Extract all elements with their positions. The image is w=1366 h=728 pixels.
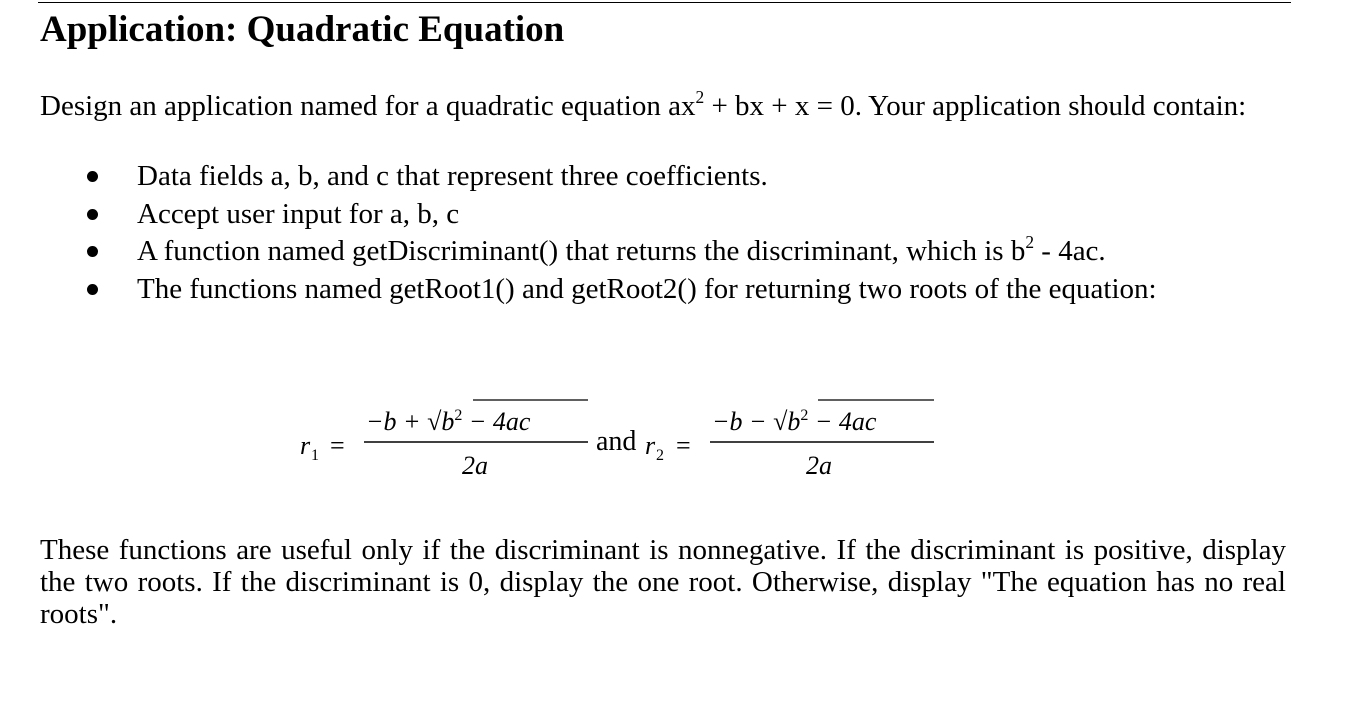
quadratic-formula [290, 380, 990, 490]
list-item-text [137, 233, 1106, 270]
r1-numerator [366, 407, 531, 436]
list-item-text: The functions named getRoot1() and getRoot2() for returning two roots of the equation: [137, 272, 1157, 305]
r2-b-var: b [787, 407, 801, 436]
r2-b-exponent: 2 [800, 407, 809, 424]
bullet-icon [87, 171, 98, 182]
r1-sqrt-symbol: √ [427, 407, 442, 436]
r2-minus-4ac: − 4ac [808, 407, 877, 436]
discriminant-superscript: 2 [1025, 231, 1035, 252]
bullet-icon [87, 209, 98, 220]
formula-svg [290, 380, 990, 490]
connector-and: and [596, 426, 637, 457]
r2-sqrt-symbol: √ [773, 407, 788, 436]
r2-subscript: 2 [656, 447, 664, 464]
r1-minus-4ac: − 4ac [462, 407, 531, 436]
r1-label: r [300, 431, 311, 460]
list-item-text: Data fields a, b, and c that represent three coefficients. [137, 160, 768, 192]
r1-subscript: 1 [311, 447, 319, 464]
r2-label: r [645, 431, 656, 460]
intro-superscript: 2 [695, 86, 705, 107]
r1-denominator: 2a [462, 451, 488, 480]
intro-text-start: Design an application named for a quadratic equation ax [40, 90, 696, 122]
page-title: Application: Quadratic Equation [40, 9, 565, 50]
r2-denominator: 2a [806, 451, 832, 480]
outro-paragraph: These functions are useful only if the discriminant is nonnegative. If the discriminant is positive, display the two roots. If the discriminant is 0, display the one root. Otherwise, display "The equation has no real roots". [40, 534, 1286, 630]
bullet-icon [87, 284, 98, 295]
intro-text-end: + bx + x = 0. Your application should contain: [704, 90, 1247, 122]
r1-b-var: b [441, 407, 455, 436]
r1-numerator-prefix: −b + [366, 407, 428, 436]
r2-equals: = [676, 431, 691, 460]
r2-numerator-prefix: −b − [712, 407, 774, 436]
intro-paragraph [40, 86, 1290, 122]
r2-numerator [712, 407, 877, 436]
discriminant-text-start: A function named getDiscriminant() that returns the discriminant, which is b [137, 235, 1026, 267]
top-rule [38, 2, 1291, 3]
r1-b-exponent: 2 [454, 407, 463, 424]
bullet-icon [87, 246, 98, 257]
r1-equals: = [330, 431, 345, 460]
discriminant-text-end: - 4ac. [1034, 235, 1106, 267]
list-item-text: Accept user input for a, b, c [137, 197, 460, 230]
